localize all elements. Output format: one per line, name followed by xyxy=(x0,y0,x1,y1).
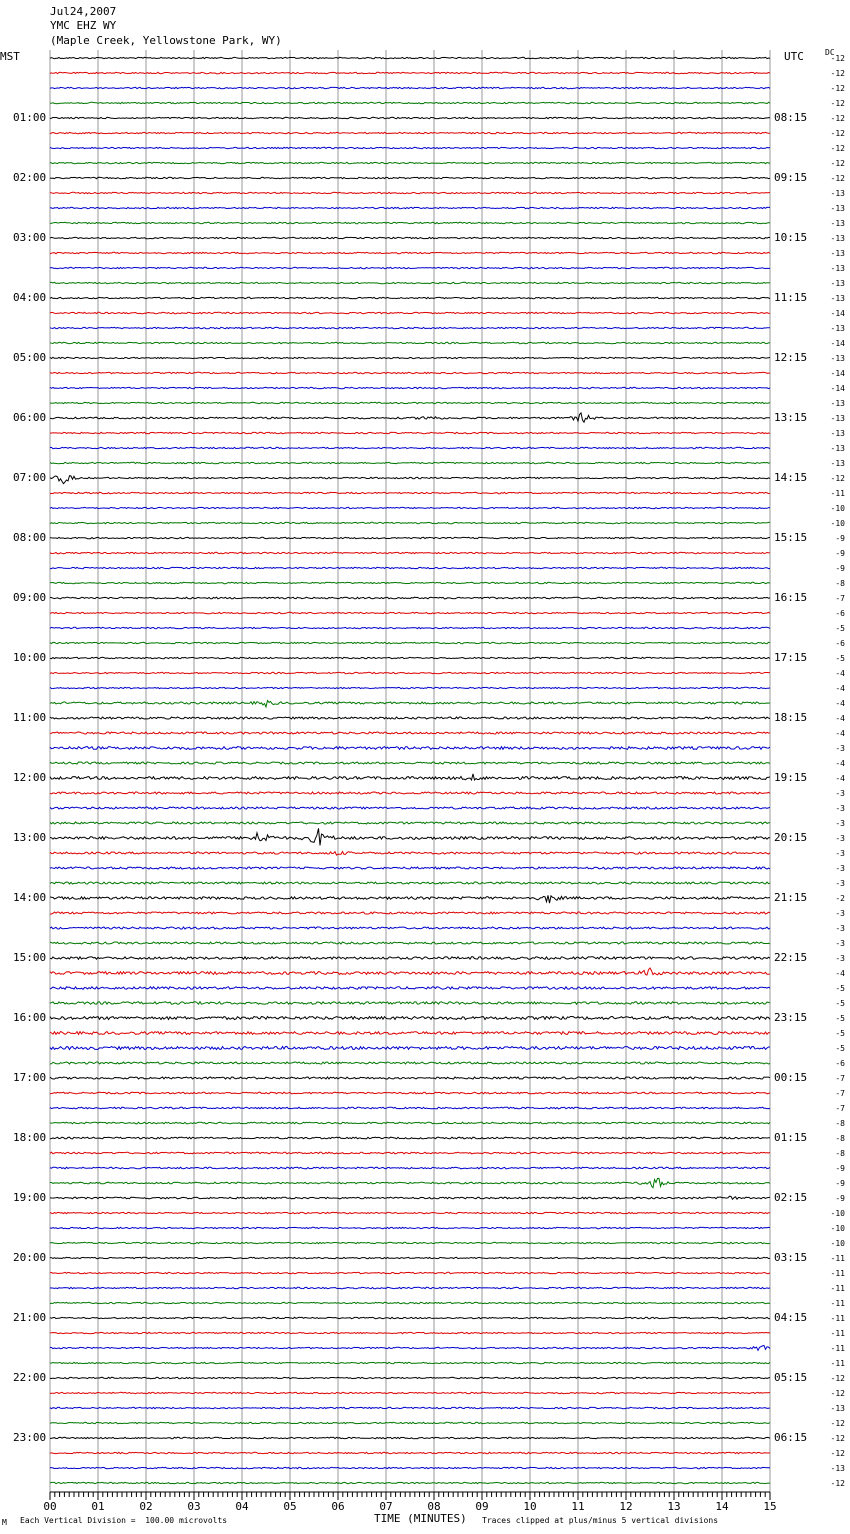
trace-61 xyxy=(50,968,770,975)
right-hour-label: 23:15 xyxy=(774,1011,808,1024)
dc-offset-value: -12 xyxy=(830,144,845,153)
trace-80 xyxy=(50,1257,770,1258)
trace-8 xyxy=(50,177,770,178)
trace-75 xyxy=(50,1178,770,1187)
left-hour-label: 11:00 xyxy=(13,711,47,724)
scale-note: Each Vertical Division = 100.00 microvolts xyxy=(20,1516,228,1525)
dc-offset-value: -4 xyxy=(835,714,845,723)
left-hour-label: 03:00 xyxy=(13,231,47,244)
trace-57 xyxy=(50,912,770,914)
dc-offset-value: -3 xyxy=(835,804,845,813)
trace-7 xyxy=(50,162,770,163)
right-hour-label: 22:15 xyxy=(774,951,808,964)
left-hour-label: 04:00 xyxy=(13,291,47,304)
dc-offset-value: -3 xyxy=(835,789,845,798)
dc-offset-value: -10 xyxy=(830,1209,845,1218)
dc-offset-value: -5 xyxy=(835,624,845,633)
dc-offset-value: -4 xyxy=(835,969,845,978)
trace-76 xyxy=(50,1196,770,1199)
dc-offset-value: -13 xyxy=(830,444,845,453)
trace-69 xyxy=(50,1092,770,1094)
trace-62 xyxy=(50,987,770,990)
trace-95 xyxy=(50,1482,770,1483)
right-hour-label: 12:15 xyxy=(774,351,808,364)
dc-offset-value: -13 xyxy=(830,249,845,258)
dc-offset-value: -13 xyxy=(830,264,845,273)
dc-offset-value: -13 xyxy=(830,294,845,303)
left-hour-label: 05:00 xyxy=(13,351,47,364)
left-hour-label: 09:00 xyxy=(13,591,47,604)
dc-offset-value: -12 xyxy=(830,1449,845,1458)
x-tick-label-13: 13 xyxy=(667,1500,681,1513)
dc-offset-value: -13 xyxy=(830,324,845,333)
dc-offset-value: -8 xyxy=(835,1119,845,1128)
left-timezone-label: MST xyxy=(0,50,20,63)
corner-mark: M xyxy=(2,1518,7,1527)
dc-offset-value: -3 xyxy=(835,939,845,948)
trace-2 xyxy=(50,87,770,88)
trace-64 xyxy=(50,1017,770,1020)
trace-87 xyxy=(50,1362,770,1363)
trace-51 xyxy=(50,822,770,824)
trace-39 xyxy=(50,642,770,643)
trace-88 xyxy=(50,1377,770,1378)
dc-offset-value: -3 xyxy=(835,924,845,933)
dc-offset-value: -11 xyxy=(830,1284,845,1293)
dc-offset-value: -13 xyxy=(830,1464,845,1473)
trace-36 xyxy=(50,597,770,599)
trace-38 xyxy=(50,627,770,628)
trace-49 xyxy=(50,792,770,794)
trace-74 xyxy=(50,1167,770,1169)
dc-offset-value: -9 xyxy=(835,1164,845,1173)
right-hour-label: 05:15 xyxy=(774,1371,808,1384)
dc-offset-value: -9 xyxy=(835,534,845,543)
trace-21 xyxy=(50,372,770,373)
dc-offset-value: -11 xyxy=(830,1359,845,1368)
left-hour-label: 08:00 xyxy=(13,531,47,544)
dc-offset-value: -12 xyxy=(830,54,845,63)
x-tick-label-04: 04 xyxy=(235,1500,249,1513)
x-tick-label-02: 02 xyxy=(139,1500,153,1513)
trace-6 xyxy=(50,147,770,148)
dc-offset-value: -14 xyxy=(830,309,845,318)
dc-offset-value: -12 xyxy=(830,159,845,168)
left-hour-label: 12:00 xyxy=(13,771,47,784)
right-timezone-label: UTC xyxy=(784,50,804,63)
dc-offset-value: -4 xyxy=(835,774,845,783)
dc-offset-value: -13 xyxy=(830,219,845,228)
dc-offset-value: -11 xyxy=(830,1269,845,1278)
x-tick-label-15: 15 xyxy=(763,1500,777,1513)
dc-offset-value: -4 xyxy=(835,699,845,708)
station-code: YMC EHZ WY xyxy=(50,19,117,32)
dc-offset-value: -13 xyxy=(830,399,845,408)
dc-offset-value: -12 xyxy=(830,69,845,78)
station-location: (Maple Creek, Yellowstone Park, WY) xyxy=(50,34,282,47)
trace-42 xyxy=(50,687,770,688)
trace-31 xyxy=(50,522,770,523)
trace-17 xyxy=(50,312,770,313)
dc-offset-value: -13 xyxy=(830,1404,845,1413)
x-axis-title: TIME (MINUTES) xyxy=(374,1512,467,1525)
trace-32 xyxy=(50,537,770,538)
x-tick-label-07: 07 xyxy=(379,1500,393,1513)
trace-86 xyxy=(50,1346,770,1351)
right-hour-label: 17:15 xyxy=(774,651,808,664)
left-hour-label: 13:00 xyxy=(13,831,47,844)
trace-68 xyxy=(50,1077,770,1079)
x-tick-label-10: 10 xyxy=(523,1500,537,1513)
dc-offset-value: -12 xyxy=(830,114,845,123)
dc-offset-value: -11 xyxy=(830,1344,845,1353)
dc-offset-value: -9 xyxy=(835,549,845,558)
dc-offset-value: -5 xyxy=(835,984,845,993)
trace-4 xyxy=(50,117,770,118)
right-hour-label: 19:15 xyxy=(774,771,808,784)
dc-offset-value: -12 xyxy=(830,1419,845,1428)
trace-59 xyxy=(50,942,770,944)
record-date: Jul24,2007 xyxy=(50,5,117,18)
trace-29 xyxy=(50,492,770,493)
trace-1 xyxy=(50,72,770,73)
dc-offset-value: -4 xyxy=(835,729,845,738)
trace-44 xyxy=(50,717,770,719)
trace-77 xyxy=(50,1212,770,1213)
right-hour-label: 09:15 xyxy=(774,171,808,184)
trace-52 xyxy=(50,828,770,845)
trace-9 xyxy=(50,192,770,193)
trace-27 xyxy=(50,462,770,463)
trace-48 xyxy=(50,774,770,780)
dc-offset-value: -13 xyxy=(830,414,845,423)
left-hour-label: 06:00 xyxy=(13,411,47,424)
trace-83 xyxy=(50,1302,770,1303)
left-hour-label: 02:00 xyxy=(13,171,47,184)
left-hour-label: 23:00 xyxy=(13,1431,47,1444)
dc-offset-value: -5 xyxy=(835,1044,845,1053)
trace-70 xyxy=(50,1107,770,1109)
left-hour-label: 21:00 xyxy=(13,1311,47,1324)
left-hour-label: 19:00 xyxy=(13,1191,47,1204)
trace-47 xyxy=(50,762,770,764)
dc-offset-value: -12 xyxy=(830,1389,845,1398)
dc-offset-value: -9 xyxy=(835,1194,845,1203)
dc-offset-value: -6 xyxy=(835,1059,845,1068)
dc-offset-value: -7 xyxy=(835,1074,845,1083)
dc-offset-header: DC xyxy=(825,48,835,57)
trace-24 xyxy=(50,413,770,422)
dc-offset-value: -9 xyxy=(835,1179,845,1188)
right-hour-label: 18:15 xyxy=(774,711,808,724)
trace-30 xyxy=(50,507,770,508)
dc-offset-value: -10 xyxy=(830,1239,845,1248)
trace-5 xyxy=(50,132,770,133)
x-tick-label-01: 01 xyxy=(91,1500,105,1513)
trace-56 xyxy=(50,895,770,903)
dc-offset-value: -4 xyxy=(835,684,845,693)
trace-34 xyxy=(50,567,770,568)
trace-90 xyxy=(50,1407,770,1408)
dc-offset-value: -6 xyxy=(835,639,845,648)
trace-54 xyxy=(50,867,770,869)
dc-offset-value: -8 xyxy=(835,579,845,588)
trace-91 xyxy=(50,1422,770,1423)
dc-offset-value: -12 xyxy=(830,1479,845,1488)
dc-offset-value: -3 xyxy=(835,864,845,873)
dc-offset-value: -3 xyxy=(835,954,845,963)
right-hour-label: 01:15 xyxy=(774,1131,808,1144)
right-hour-label: 03:15 xyxy=(774,1251,808,1264)
trace-16 xyxy=(50,297,770,298)
trace-79 xyxy=(50,1242,770,1243)
trace-43 xyxy=(50,701,770,707)
x-tick-label-08: 08 xyxy=(427,1500,441,1513)
left-hour-label: 17:00 xyxy=(13,1071,47,1084)
dc-offset-value: -7 xyxy=(835,1089,845,1098)
left-hour-label: 10:00 xyxy=(13,651,47,664)
dc-offset-value: -9 xyxy=(835,564,845,573)
dc-offset-value: -12 xyxy=(830,99,845,108)
dc-offset-value: -12 xyxy=(830,174,845,183)
trace-58 xyxy=(50,927,770,929)
left-hour-label: 07:00 xyxy=(13,471,47,484)
trace-35 xyxy=(50,582,770,583)
dc-offset-value: -11 xyxy=(830,1314,845,1323)
trace-0 xyxy=(50,57,770,58)
dc-offset-value: -7 xyxy=(835,594,845,603)
dc-offset-value: -11 xyxy=(830,489,845,498)
left-hour-label: 18:00 xyxy=(13,1131,47,1144)
trace-85 xyxy=(50,1332,770,1333)
left-hour-label: 22:00 xyxy=(13,1371,47,1384)
x-tick-label-12: 12 xyxy=(619,1500,633,1513)
trace-78 xyxy=(50,1227,770,1228)
dc-offset-value: -13 xyxy=(830,279,845,288)
trace-22 xyxy=(50,387,770,388)
trace-72 xyxy=(50,1137,770,1139)
dc-offset-value: -11 xyxy=(830,1254,845,1263)
right-hour-label: 14:15 xyxy=(774,471,808,484)
dc-offset-value: -12 xyxy=(830,474,845,483)
dc-offset-value: -13 xyxy=(830,459,845,468)
trace-28 xyxy=(50,476,770,484)
trace-13 xyxy=(50,252,770,253)
right-hour-label: 10:15 xyxy=(774,231,808,244)
dc-offset-value: -5 xyxy=(835,1014,845,1023)
x-tick-label-00: 00 xyxy=(43,1500,57,1513)
right-hour-label: 04:15 xyxy=(774,1311,808,1324)
trace-60 xyxy=(50,957,770,960)
trace-53 xyxy=(50,851,770,855)
x-tick-label-05: 05 xyxy=(283,1500,297,1513)
dc-offset-value: -10 xyxy=(830,519,845,528)
trace-50 xyxy=(50,807,770,809)
trace-81 xyxy=(50,1272,770,1273)
dc-offset-value: -3 xyxy=(835,834,845,843)
dc-offset-value: -3 xyxy=(835,819,845,828)
dc-offset-value: -7 xyxy=(835,1104,845,1113)
trace-67 xyxy=(50,1062,770,1064)
right-hour-label: 13:15 xyxy=(774,411,808,424)
dc-offset-value: -13 xyxy=(830,429,845,438)
dc-offset-value: -3 xyxy=(835,849,845,858)
right-hour-label: 21:15 xyxy=(774,891,808,904)
dc-offset-value: -5 xyxy=(835,999,845,1008)
trace-20 xyxy=(50,357,770,358)
trace-92 xyxy=(50,1437,770,1438)
trace-63 xyxy=(50,1002,770,1005)
right-hour-label: 11:15 xyxy=(774,291,808,304)
trace-73 xyxy=(50,1152,770,1154)
trace-45 xyxy=(50,732,770,734)
trace-12 xyxy=(50,237,770,238)
dc-offset-value: -10 xyxy=(830,1224,845,1233)
left-hour-label: 14:00 xyxy=(13,891,47,904)
dc-offset-value: -3 xyxy=(835,744,845,753)
trace-18 xyxy=(50,327,770,328)
x-tick-label-03: 03 xyxy=(187,1500,201,1513)
right-hour-label: 08:15 xyxy=(774,111,808,124)
dc-offset-value: -4 xyxy=(835,669,845,678)
trace-40 xyxy=(50,657,770,658)
dc-offset-value: -3 xyxy=(835,909,845,918)
dc-offset-value: -2 xyxy=(835,894,845,903)
time-axis xyxy=(43,1492,776,1513)
trace-26 xyxy=(50,447,770,448)
right-hour-label: 06:15 xyxy=(774,1431,808,1444)
x-tick-label-11: 11 xyxy=(571,1500,585,1513)
right-hour-label: 16:15 xyxy=(774,591,808,604)
trace-93 xyxy=(50,1452,770,1453)
x-tick-label-09: 09 xyxy=(475,1500,489,1513)
dc-offset-value: -4 xyxy=(835,759,845,768)
trace-11 xyxy=(50,222,770,223)
dc-offset-value: -12 xyxy=(830,1434,845,1443)
trace-23 xyxy=(50,402,770,403)
trace-84 xyxy=(50,1317,770,1318)
trace-14 xyxy=(50,267,770,268)
dc-offset-value: -10 xyxy=(830,504,845,513)
left-hour-label: 15:00 xyxy=(13,951,47,964)
trace-37 xyxy=(50,612,770,613)
trace-41 xyxy=(50,672,770,673)
trace-19 xyxy=(50,342,770,343)
clip-note: Traces clipped at plus/minus 5 vertical divisions xyxy=(482,1516,719,1525)
trace-3 xyxy=(50,102,770,103)
dc-offset-value: -13 xyxy=(830,354,845,363)
left-hour-label: 16:00 xyxy=(13,1011,47,1024)
dc-offset-value: -3 xyxy=(835,879,845,888)
dc-offset-value: -12 xyxy=(830,1374,845,1383)
dc-offset-value: -8 xyxy=(835,1134,845,1143)
dc-offset-value: -11 xyxy=(830,1329,845,1338)
dc-offset-value: -8 xyxy=(835,1149,845,1158)
trace-55 xyxy=(50,882,770,884)
trace-33 xyxy=(50,552,770,553)
trace-82 xyxy=(50,1287,770,1288)
minute-gridlines xyxy=(50,50,770,1492)
trace-10 xyxy=(50,207,770,208)
right-hour-label: 00:15 xyxy=(774,1071,808,1084)
dc-offset-value: -5 xyxy=(835,1029,845,1038)
trace-46 xyxy=(50,747,770,750)
dc-offset-value: -14 xyxy=(830,384,845,393)
dc-offset-value: -5 xyxy=(835,654,845,663)
left-hour-label: 20:00 xyxy=(13,1251,47,1264)
right-hour-label: 20:15 xyxy=(774,831,808,844)
dc-offset-value: -13 xyxy=(830,234,845,243)
dc-offset-value: -12 xyxy=(830,129,845,138)
dc-offset-value: -12 xyxy=(830,84,845,93)
left-hour-label: 01:00 xyxy=(13,111,47,124)
trace-94 xyxy=(50,1467,770,1468)
x-tick-label-14: 14 xyxy=(715,1500,729,1513)
trace-66 xyxy=(50,1047,770,1050)
dc-offset-value: -13 xyxy=(830,189,845,198)
right-hour-label: 15:15 xyxy=(774,531,808,544)
trace-89 xyxy=(50,1392,770,1393)
dc-offset-value: -11 xyxy=(830,1299,845,1308)
trace-65 xyxy=(50,1032,770,1035)
dc-offset-value: -6 xyxy=(835,609,845,618)
trace-71 xyxy=(50,1122,770,1124)
x-tick-label-06: 06 xyxy=(331,1500,345,1513)
dc-offset-value: -14 xyxy=(830,369,845,378)
seismic-traces xyxy=(50,57,770,1483)
trace-15 xyxy=(50,282,770,283)
dc-offset-value: -14 xyxy=(830,339,845,348)
right-hour-label: 02:15 xyxy=(774,1191,808,1204)
dc-offset-value: -13 xyxy=(830,204,845,213)
trace-25 xyxy=(50,432,770,433)
